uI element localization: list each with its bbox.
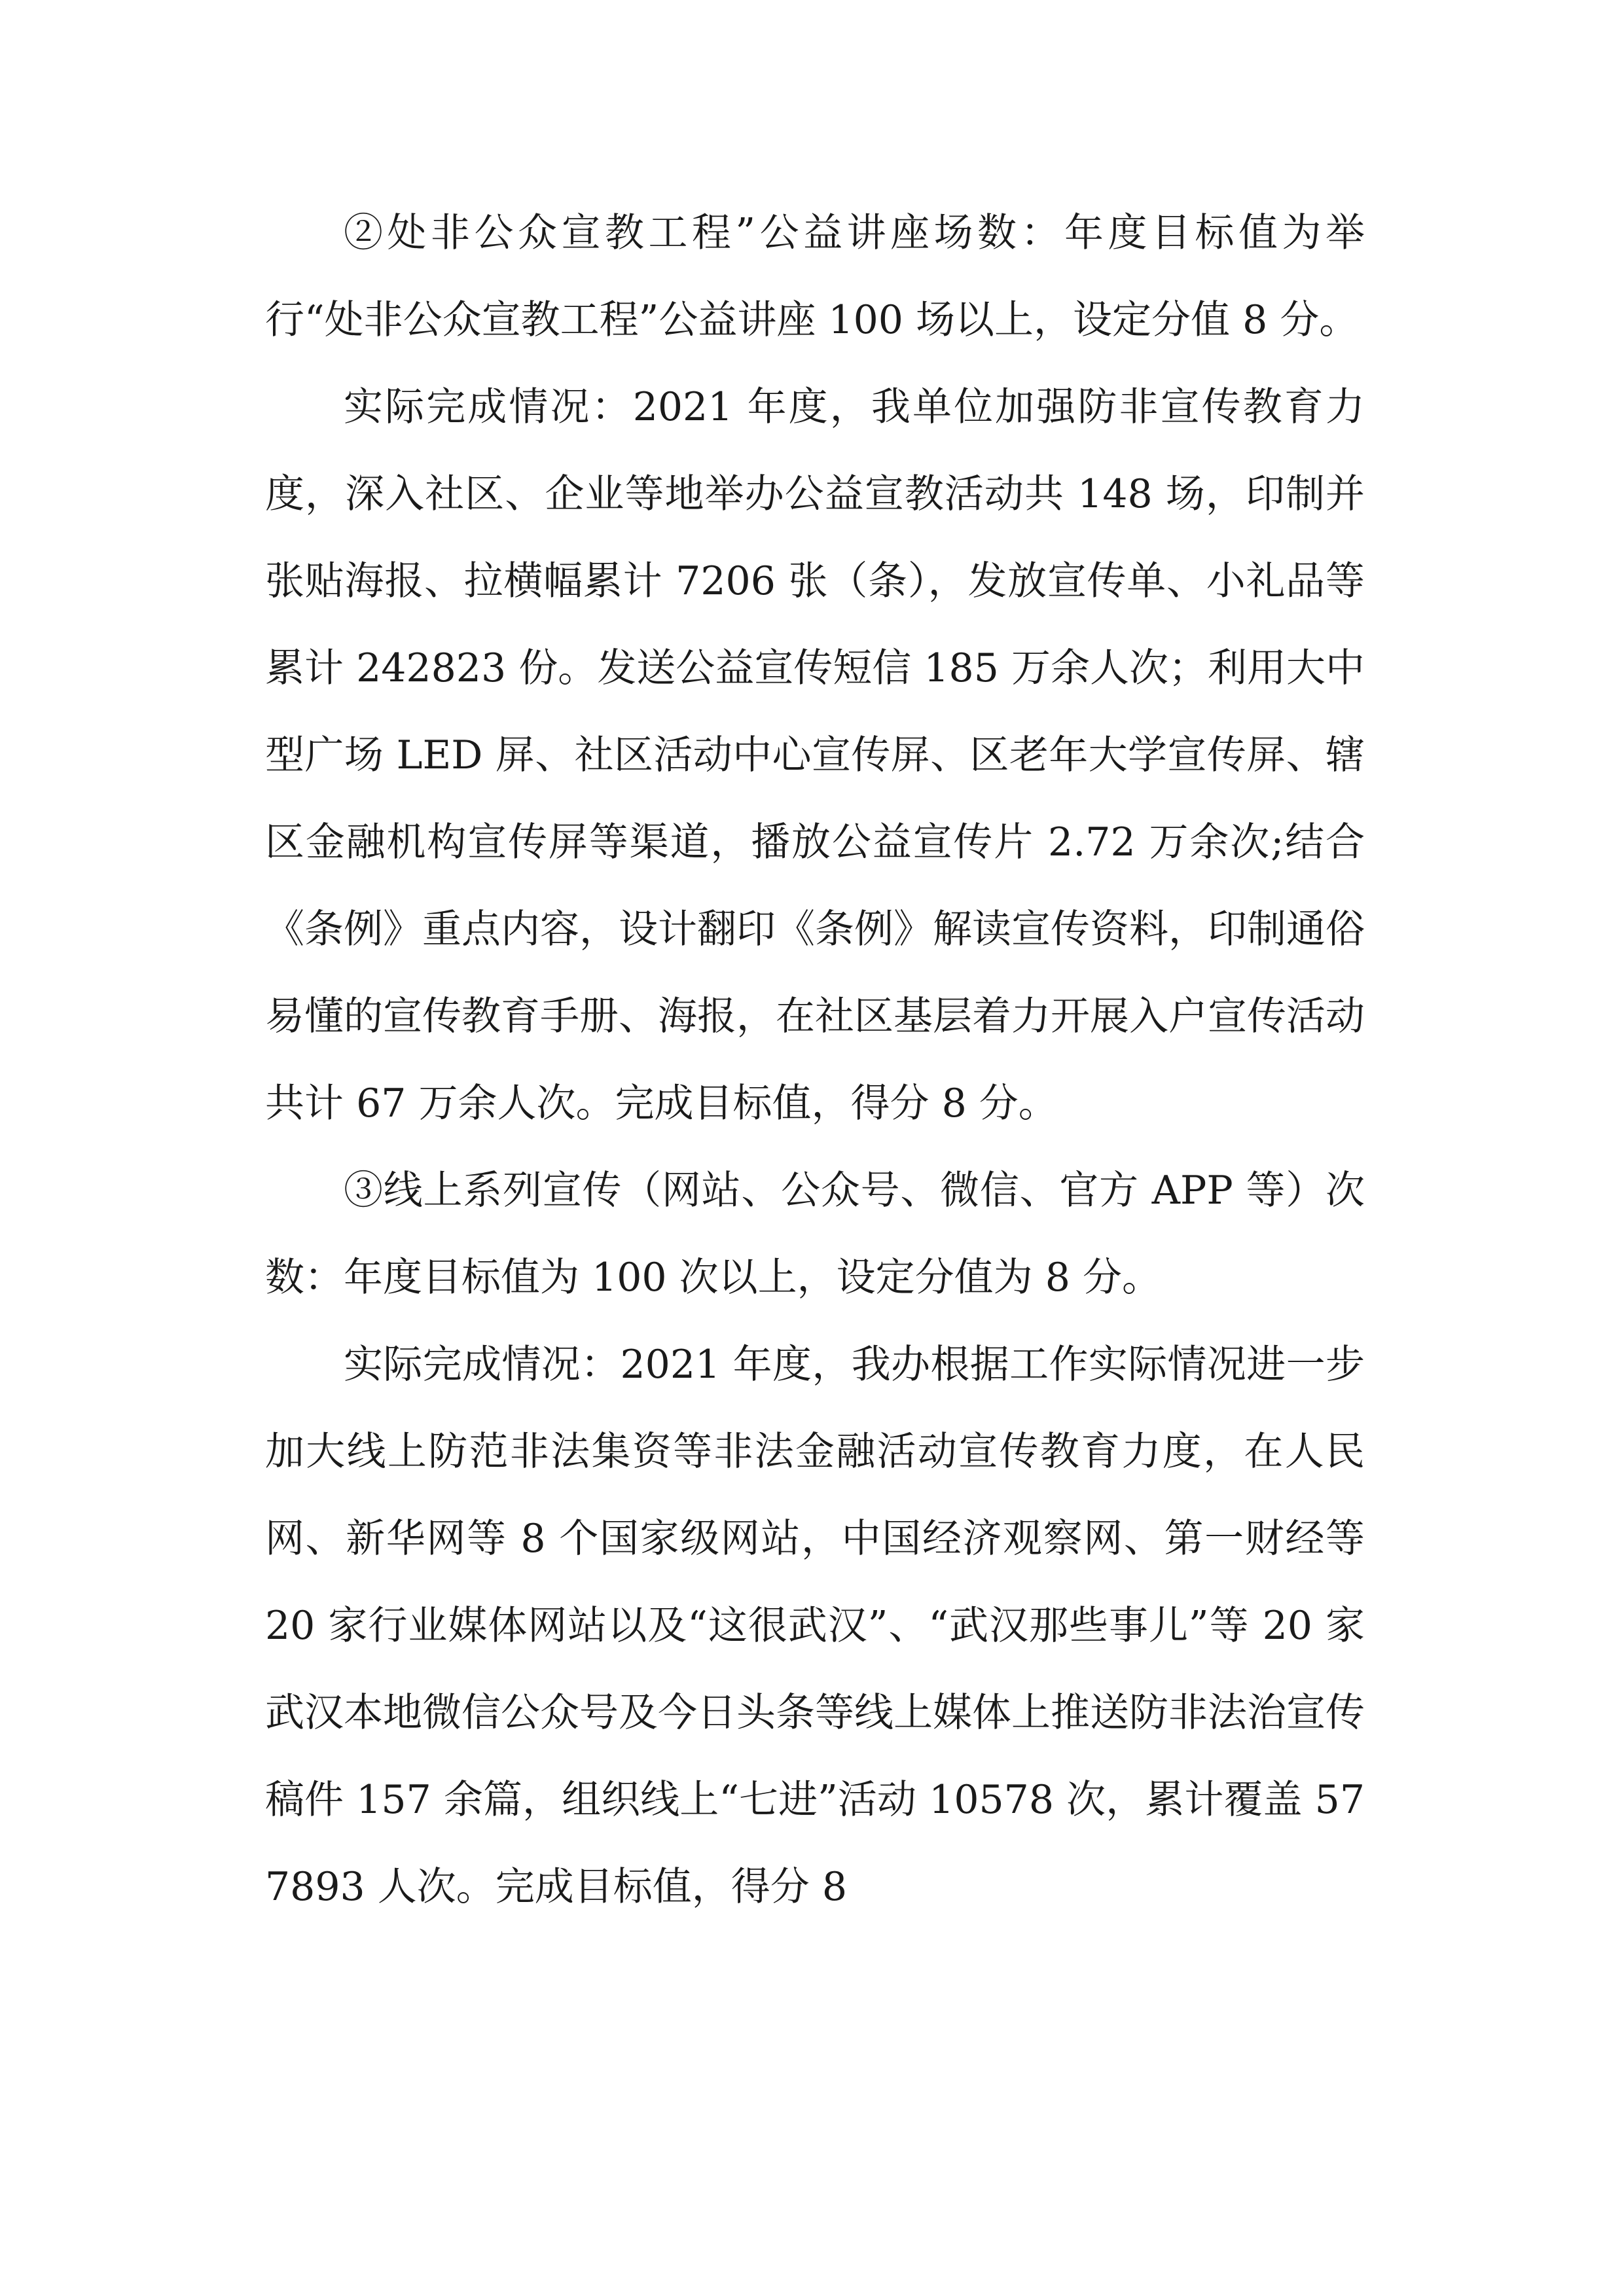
- document-body: [265, 190, 1365, 1931]
- paragraph-lecture-completion: 实际完成情况：2021 年度，我单位加强防非宣传教育力度，深入社区、企业等地举办公益宣教活动共 148 场，印制并张贴海报、拉横幅累计 7206 张（条），发放宣传单、小礼品等累计 242823 份。发送公益宣传短信 185 万余人次；利用大中型广场 LED 屏、社区活动中心宣传屏、区老年大学宣传屏、辖区金融机构宣传屏等渠道，播放公益宣传片 2.72 万余次;结合《条例》重点内容，设计翻印《条例》解读宣传资料，印制通俗易懂的宣传教育手册、海报，在社区基层着力开展入户宣传活动共计 67 万余人次。完成目标值，得分 8 分。: [265, 384, 1365, 1126]
- paragraph-lecture-target: ②处非公众宣教工程”公益讲座场数：年度目标值为举行“处非公众宣教工程”公益讲座 100 场以上，设定分值 8 分。: [265, 210, 1365, 343]
- paragraph-online-target: ③线上系列宣传（网站、公众号、微信、官方 APP 等）次数：年度目标值为 100 次以上，设定分值为 8 分。: [265, 1168, 1365, 1300]
- paragraph-online-completion: 实际完成情况：2021 年度，我办根据工作实际情况进一步加大线上防范非法集资等非法金融活动宣传教育力度，在人民网、新华网等 8 个国家级网站，中国经济观察网、第一财经等 20 家行业媒体网站以及“这很武汉”、“武汉那些事儿”等 20 家武汉本地微信公众号及今日头条等线上媒体上推送防非法治宣传稿件 157 余篇，组织线上“七进”活动 10578 次，累计覆盖 577893 人次。完成目标值，得分 8: [265, 1342, 1365, 1910]
